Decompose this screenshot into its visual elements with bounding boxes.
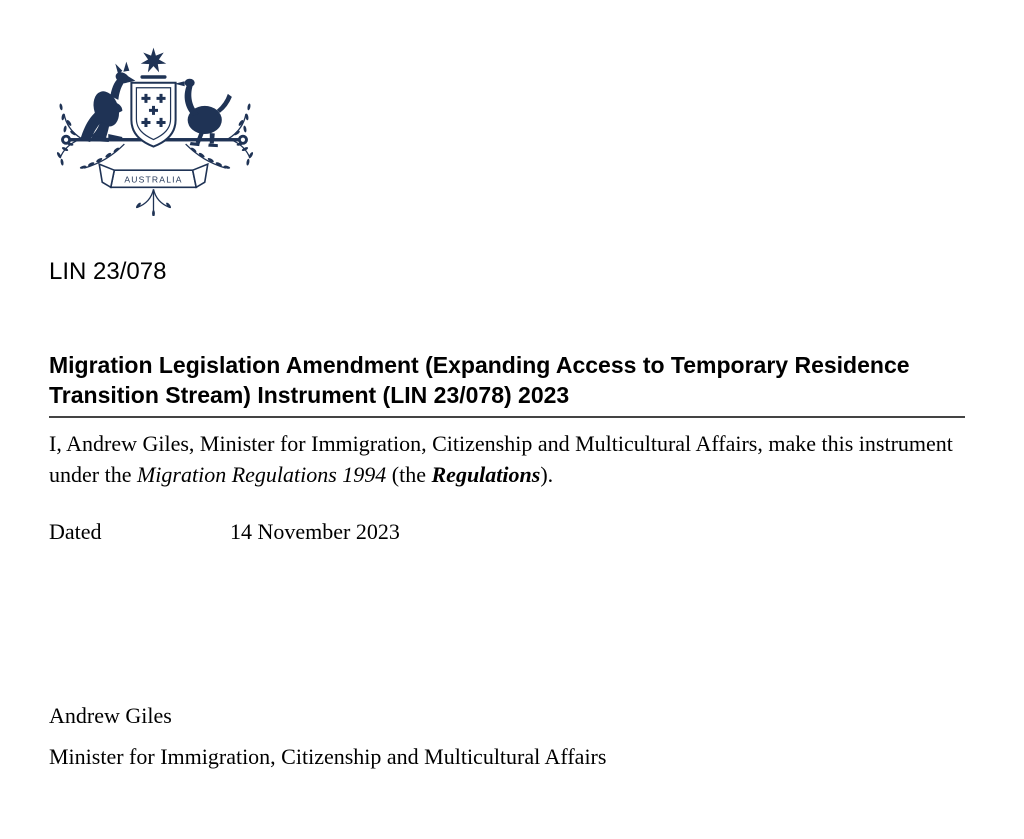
australian-coat-of-arms [52, 46, 258, 216]
instrument-number: LIN 23/078 [49, 258, 167, 285]
banner-text: AUSTRALIA [124, 174, 183, 185]
signatory-title: Minister for Immigration, Citizenship and Multicultural Affairs [49, 744, 607, 769]
dated-line [49, 516, 954, 547]
preamble-paragraph [49, 428, 954, 490]
dated-label: Dated [49, 519, 102, 544]
dated-value: 14 November 2023 [230, 519, 400, 544]
regulations-name: Migration Regulations 1994 [136, 462, 387, 487]
commonwealth-star-icon [141, 48, 167, 73]
emu-icon [175, 79, 232, 147]
australia-banner [99, 164, 208, 187]
preamble-tail: ). [540, 462, 554, 487]
shield-icon [131, 83, 175, 147]
preamble-lead: I, Andrew Giles, Minister for Immigration, Citizenship and Multicultural Affairs, make this instrument under the [49, 431, 953, 487]
defined-term: Regulations [431, 462, 541, 487]
kangaroo-icon [80, 62, 135, 142]
preamble-mid: (the [386, 462, 432, 487]
signatory-name: Andrew Giles [49, 703, 172, 728]
document-title: Migration Legislation Amendment (Expanding Access to Temporary Residence Transition Stream) Instrument (LIN 23/078) 2023 [49, 350, 965, 418]
crest-wreath [140, 75, 166, 79]
